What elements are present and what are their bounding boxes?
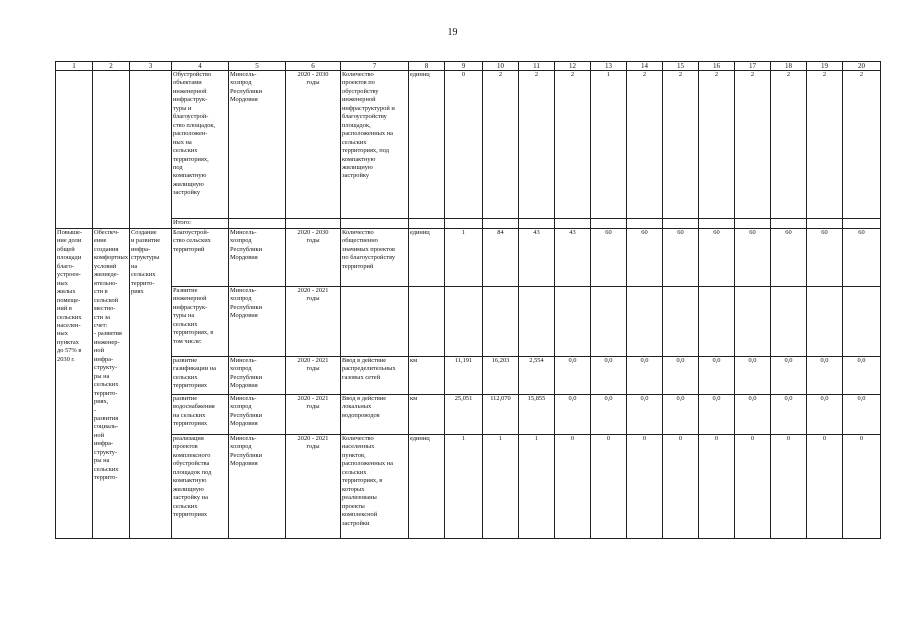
value-cell: 0,0: [699, 357, 735, 395]
executor-cell: Минсель- хозпрод Республики Мордовия: [229, 435, 286, 539]
value-cell: 2,554: [519, 357, 555, 395]
value-cell: 0,0: [807, 395, 843, 435]
activity-cell: развитие водоснабжения на сельских территориях: [172, 395, 229, 435]
column-number-11: 11: [519, 62, 555, 71]
value-cell: [519, 287, 555, 357]
value-cell: [555, 287, 591, 357]
value-cell: 0,0: [591, 357, 627, 395]
executor-cell: [229, 219, 286, 229]
value-cell: [627, 287, 663, 357]
value-cell: [699, 219, 735, 229]
project-cell: Создание и развитие инфра- структуры на сельских террито- риях: [130, 229, 172, 539]
table-row: [56, 229, 881, 287]
value-cell: 60: [663, 229, 699, 287]
column-number-14: 14: [627, 62, 663, 71]
table-row: [56, 395, 881, 435]
value-cell: 0,0: [555, 357, 591, 395]
value-cell: 2: [699, 71, 735, 219]
column-number-15: 15: [663, 62, 699, 71]
goal-cell: Повыше- ние доли общей площади благо- устроен- ных жилых помеще- ний в сельских населен- ных пунктах до 57% в 2030 г.: [56, 229, 93, 539]
value-cell: 60: [807, 229, 843, 287]
value-cell: [771, 287, 807, 357]
empty-cell: [56, 71, 93, 229]
column-number-7: 7: [341, 62, 409, 71]
indicator-cell: Количество проектов по обустройству инженерной инфраструктурой и благоустройству площадок, расположенных на сельских территориях, под компактную жилищную застройку: [341, 71, 409, 219]
value-cell: 0: [445, 71, 483, 219]
activity-cell: Итого:: [172, 219, 229, 229]
indicator-cell: Ввод в действие локальных водопроводов: [341, 395, 409, 435]
activity-cell: Обустройство объектами инженерной инфраструк- туры и благоустрой- ство площадок, расположен- ных на сельских территориях, под компактную жилищную застройку: [172, 71, 229, 219]
value-cell: 0,0: [627, 357, 663, 395]
executor-cell: Минсель- хозпрод Республики Мордовия: [229, 357, 286, 395]
value-cell: 0: [555, 435, 591, 539]
value-cell: 0: [735, 435, 771, 539]
value-cell: 0,0: [591, 395, 627, 435]
value-cell: [445, 287, 483, 357]
value-cell: [627, 219, 663, 229]
value-cell: [807, 287, 843, 357]
unit-cell: км: [409, 357, 445, 395]
objective-cell: Обеспеч- ение создания комфортных условий жизнеде- ятельно- сти в сельской местно- сти за счет: - развития инженер- ной инфра- структу- ры на сельских террито- риях, - развития социаль- ной инфра- структу- ры на сельских террито-: [93, 229, 130, 539]
value-cell: 0,0: [735, 357, 771, 395]
unit-cell: [409, 219, 445, 229]
value-cell: 0,0: [771, 357, 807, 395]
indicator-cell: Количество населенных пунктов, расположенных на сельских территориях, в которых реализованы проекты комплексной застройки: [341, 435, 409, 539]
value-cell: [663, 287, 699, 357]
column-number-5: 5: [229, 62, 286, 71]
value-cell: 1: [519, 435, 555, 539]
period-cell: 2020 - 2021 годы: [286, 287, 341, 357]
activity-cell: Развитие инженерной инфраструк- туры на сельских территориях, в том числе:: [172, 287, 229, 357]
activity-cell: развитие газификации на сельских территориях: [172, 357, 229, 395]
value-cell: 84: [483, 229, 519, 287]
indicator-cell: Ввод в действие распределительных газовых сетей: [341, 357, 409, 395]
value-cell: 0,0: [663, 395, 699, 435]
value-cell: 60: [627, 229, 663, 287]
period-cell: 2020 - 2030 годы: [286, 229, 341, 287]
value-cell: 43: [555, 229, 591, 287]
value-cell: 0,0: [735, 395, 771, 435]
value-cell: 0: [591, 435, 627, 539]
unit-cell: единиц: [409, 229, 445, 287]
column-number-8: 8: [409, 62, 445, 71]
value-cell: 0: [627, 435, 663, 539]
value-cell: [519, 219, 555, 229]
column-number-3: 3: [130, 62, 172, 71]
value-cell: [555, 219, 591, 229]
table-row: [56, 219, 881, 229]
column-number-12: 12: [555, 62, 591, 71]
value-cell: 0,0: [663, 357, 699, 395]
value-cell: 1: [591, 71, 627, 219]
value-cell: 16,203: [483, 357, 519, 395]
value-cell: 2: [807, 71, 843, 219]
value-cell: 2: [771, 71, 807, 219]
unit-cell: единиц: [409, 435, 445, 539]
value-cell: 25,051: [445, 395, 483, 435]
value-cell: 2: [735, 71, 771, 219]
value-cell: 43: [519, 229, 555, 287]
value-cell: 2: [555, 71, 591, 219]
column-number-6: 6: [286, 62, 341, 71]
value-cell: 15,855: [519, 395, 555, 435]
executor-cell: Минсель- хозпрод Республики Мордовия: [229, 71, 286, 219]
value-cell: 0,0: [843, 395, 881, 435]
value-cell: 0: [663, 435, 699, 539]
empty-cell: [93, 71, 130, 229]
value-cell: 0,0: [843, 357, 881, 395]
unit-cell: км: [409, 395, 445, 435]
table-row: [56, 287, 881, 357]
column-number-18: 18: [771, 62, 807, 71]
value-cell: 1: [445, 229, 483, 287]
period-cell: 2020 - 2021 годы: [286, 357, 341, 395]
value-cell: 0: [843, 435, 881, 539]
executor-cell: Минсель- хозпрод Республики Мордовия: [229, 395, 286, 435]
value-cell: [735, 287, 771, 357]
activity-cell: Благоустрой- ство сельских территорий: [172, 229, 229, 287]
program-table: [55, 61, 881, 539]
value-cell: 1: [445, 435, 483, 539]
value-cell: [483, 287, 519, 357]
value-cell: [699, 287, 735, 357]
value-cell: 2: [843, 71, 881, 219]
empty-cell: [130, 71, 172, 229]
value-cell: 60: [699, 229, 735, 287]
value-cell: [771, 219, 807, 229]
value-cell: 2: [483, 71, 519, 219]
value-cell: 0,0: [627, 395, 663, 435]
value-cell: [663, 219, 699, 229]
indicator-cell: [341, 287, 409, 357]
value-cell: [807, 219, 843, 229]
period-cell: 2020 - 2021 годы: [286, 435, 341, 539]
table-row: [56, 357, 881, 395]
table-row: [56, 71, 881, 219]
column-number-10: 10: [483, 62, 519, 71]
indicator-cell: Количество общественно значимых проектов по благоустройству территорий: [341, 229, 409, 287]
indicator-cell: [341, 219, 409, 229]
value-cell: 0,0: [555, 395, 591, 435]
value-cell: 112,070: [483, 395, 519, 435]
value-cell: 60: [843, 229, 881, 287]
column-number-13: 13: [591, 62, 627, 71]
column-number-4: 4: [172, 62, 229, 71]
activity-cell: реализация проектов комплексного обустройства площадок под компактную жилищную застройку на сельских территориях: [172, 435, 229, 539]
value-cell: 2: [519, 71, 555, 219]
value-cell: 0,0: [807, 357, 843, 395]
column-number-9: 9: [445, 62, 483, 71]
period-cell: [286, 219, 341, 229]
value-cell: 0: [807, 435, 843, 539]
header-row: [56, 62, 881, 71]
value-cell: 11,191: [445, 357, 483, 395]
value-cell: 0,0: [699, 395, 735, 435]
column-number-2: 2: [93, 62, 130, 71]
column-number-17: 17: [735, 62, 771, 71]
period-cell: 2020 - 2030 годы: [286, 71, 341, 219]
value-cell: 1: [483, 435, 519, 539]
value-cell: [483, 219, 519, 229]
value-cell: [445, 219, 483, 229]
executor-cell: Минсель- хозпрод Республики Мордовия: [229, 229, 286, 287]
value-cell: [843, 219, 881, 229]
value-cell: 2: [663, 71, 699, 219]
column-number-1: 1: [56, 62, 93, 71]
unit-cell: [409, 287, 445, 357]
column-number-20: 20: [843, 62, 881, 71]
value-cell: [591, 219, 627, 229]
value-cell: [843, 287, 881, 357]
value-cell: 60: [735, 229, 771, 287]
value-cell: 0: [699, 435, 735, 539]
value-cell: 60: [591, 229, 627, 287]
value-cell: 0: [771, 435, 807, 539]
value-cell: 60: [771, 229, 807, 287]
value-cell: 2: [627, 71, 663, 219]
column-number-19: 19: [807, 62, 843, 71]
table-row: [56, 435, 881, 539]
page-number: 19: [447, 27, 458, 38]
value-cell: 0,0: [771, 395, 807, 435]
unit-cell: единиц: [409, 71, 445, 219]
value-cell: [735, 219, 771, 229]
executor-cell: Минсель- хозпрод Республики Мордовия: [229, 287, 286, 357]
column-number-16: 16: [699, 62, 735, 71]
period-cell: 2020 - 2021 годы: [286, 395, 341, 435]
value-cell: [591, 287, 627, 357]
